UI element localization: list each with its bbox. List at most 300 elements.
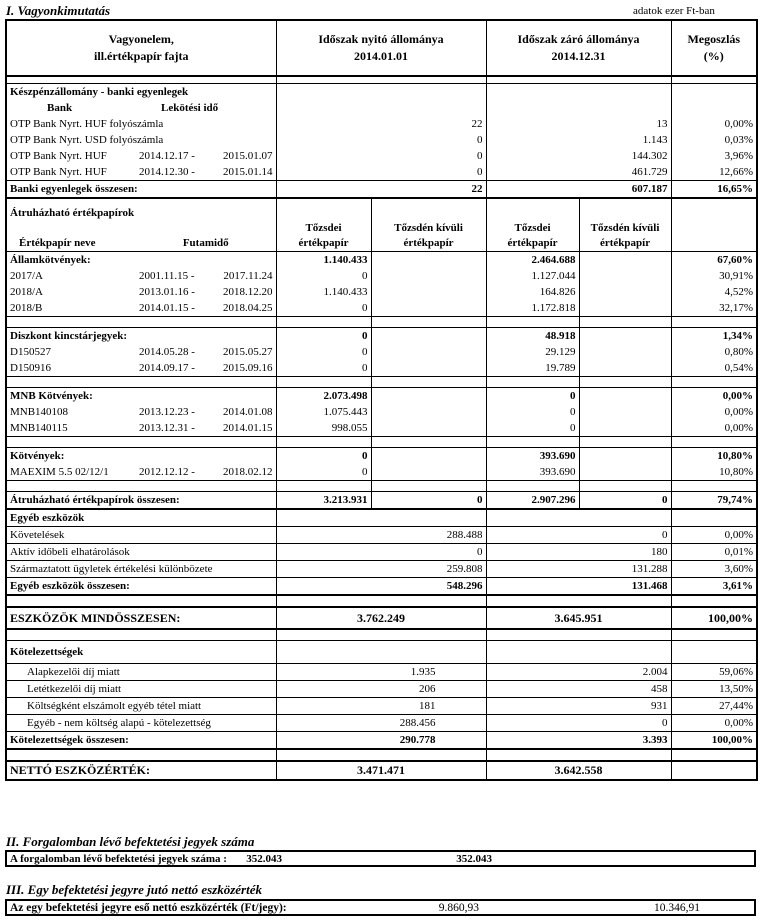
closing-unlisted [579,252,671,269]
closing-listed: 0 [486,420,579,437]
share-value: 100,00% [671,607,757,629]
term-to: 2015.09.16 [223,362,273,374]
header-col-opening: Időszak nyitó állománya 2014.01.01 [276,20,486,76]
term-from: 2013.12.23 - [139,406,195,418]
share-value: 0,00% [671,527,757,544]
spacer-cell [276,437,371,448]
security-name: MNB140115 [10,422,68,434]
share-value: 10,80% [671,448,757,465]
table-cell [276,84,486,101]
section3-title: III. Egy befektetési jegyre jutó nettó eszközérték [6,882,262,897]
group-row [6,252,757,269]
spacer-row [6,437,757,448]
spacer-cell [6,377,136,388]
closing-unlisted [579,448,671,465]
term-cell [136,284,276,300]
asset-table-body [6,20,757,780]
spacer-cell [6,76,276,84]
closing-listed: 164.826 [486,284,579,300]
closing-value: 13 [486,116,671,132]
section2-title: II. Forgalomban lévő befektetési jegyek száma [6,834,255,849]
col-maturity: Futamidő [182,237,229,249]
spacer-cell [579,317,671,328]
opening-listed: 1.140.433 [276,252,371,269]
row-label: OTP Bank Nyrt. USD folyószámla [10,134,164,146]
closing-listed: 1.127.044 [486,268,579,284]
opening-value: 0 [276,148,486,164]
share-value: 0,00% [671,420,757,437]
bank-row [6,116,757,132]
row-label: Követelések [6,527,276,544]
group-title: MNB Kötvények: [6,388,276,405]
term-cell [136,300,276,317]
spacer-cell [276,481,371,492]
opening-value: 181 [276,698,486,715]
share-value: 0,03% [671,132,757,148]
liabilities-total-row [6,732,757,750]
assets-total-row [6,607,757,629]
other-section-title: Egyéb eszközök [6,509,276,527]
opening-listed: 0 [276,268,371,284]
share-value: 0,00% [671,404,757,420]
opening-unlisted [371,284,486,300]
opening-value: 290.778 [276,732,486,750]
row-label: Aktív időbeli elhatárolások [6,544,276,561]
opening-value: 22 [276,181,486,199]
closing-value: 458 [486,681,671,698]
closing-listed: 2.464.688 [486,252,579,269]
bank-row [6,164,757,181]
table-cell [486,100,671,116]
section2-box [5,850,756,867]
spacer-row [6,595,757,607]
share-value [671,761,757,780]
opening-value: 3.762.249 [276,607,486,629]
col-security-name: Értékpapír neve [19,237,96,249]
opening-value: 0 [276,544,486,561]
group-title: Államkötvények: [6,252,276,269]
row-label: Költségként elszámolt egyéb tétel miatt [6,698,276,715]
term-from: 2001.11.15 - [139,270,195,282]
spacer-cell [486,317,579,328]
securities-total-label: Átruházható értékpapírok összesen: [6,492,276,510]
row-label: Egyéb - nem költség alapú - kötelezettség [6,715,276,732]
closing-unlisted [579,464,671,481]
other-row [6,527,757,544]
spacer-cell [6,595,276,607]
spacer-cell [276,76,486,84]
spacer-cell [579,437,671,448]
spacer-cell [671,749,757,761]
spacer-cell [276,595,486,607]
col-bank-label: Bank [47,102,73,114]
securities-total-row [6,492,757,510]
securities-section-title: Átruházható értékpapírok [10,207,135,219]
header-col-share: Megoszlás (%) [671,20,757,76]
closing-value: 2.004 [486,664,671,681]
share-value: 0,80% [671,344,757,360]
closing-listed: 393.690 [486,464,579,481]
spacer-cell [486,76,671,84]
share-value: 3,96% [671,148,757,164]
row-label: Banki egyenlegek összesen: [6,181,276,199]
closing-value: 0 [486,527,671,544]
table-cell [276,205,371,221]
opening-value: 0 [276,132,486,148]
term-cell [136,464,276,481]
spacer-row [6,481,757,492]
spacer-cell [371,481,486,492]
closing-listed: 393.690 [486,448,579,465]
share-value: 4,52% [671,284,757,300]
closing-value: 144.302 [486,148,671,164]
share-value: 13,50% [671,681,757,698]
opening-unlisted [371,388,486,405]
opening-unlisted [371,404,486,420]
opening-listed: 0 [276,328,371,345]
opening-value: 1.935 [276,664,486,681]
table-cell [671,205,757,221]
security-name: 2018/B [10,302,43,314]
row-label: Kötelezettségek összesen: [6,732,276,750]
security-name: D150916 [10,362,51,374]
group-row [6,328,757,345]
closing-value: 931 [486,698,671,715]
term-from: 2013.12.31 - [139,422,195,434]
term-to: 2014.01.08 [223,406,273,418]
spacer-row [6,377,757,388]
spacer-cell [276,377,371,388]
asset-table [5,19,758,781]
table-cell [276,509,486,527]
closing-unlisted: 0 [579,492,671,510]
bank-row [6,148,757,164]
spacer-cell [6,629,276,641]
section1-title: I. Vagyonkimutatás [6,3,111,18]
term-to: 2018.12.20 [223,286,273,298]
opening-unlisted [371,344,486,360]
closing-unlisted [579,344,671,360]
closing-listed: 1.172.818 [486,300,579,317]
spacer-cell [486,629,671,641]
opening-unlisted [371,268,486,284]
opening-listed: 0 [276,448,371,465]
share-value: 100,00% [671,732,757,750]
closing-unlisted [579,328,671,345]
term-to: 2018.04.25 [223,302,273,314]
security-row [6,284,757,300]
security-name: 2018/A [10,286,43,298]
spacer-cell [6,749,276,761]
group-row [6,388,757,405]
spacer-cell [486,377,579,388]
bank-row [6,132,757,148]
securities-subheader-row [6,221,757,252]
opening-value: 22 [276,116,486,132]
share-value: 67,60% [671,252,757,269]
spacer-cell [6,198,136,205]
opening-unlisted [371,448,486,465]
opening-unlisted [371,420,486,437]
term-cell [136,148,276,164]
table-cell [486,641,671,664]
term-cell [136,164,276,181]
share-value: 3,61% [671,578,757,596]
table-cell [671,221,757,252]
col-listed-close: Tőzsdei értékpapír [486,221,579,252]
liability-row [6,698,757,715]
opening-value: 0 [276,164,486,181]
spacer-cell [486,481,579,492]
section2-close: 352.043 [456,853,492,865]
other-total-row [6,578,757,596]
share-value: 79,74% [671,492,757,510]
security-row [6,404,757,420]
opening-value: 288.488 [276,527,486,544]
security-name: 2017/A [10,270,43,282]
liability-row [6,681,757,698]
spacer-row [6,749,757,761]
term-from: 2014.09.17 - [139,362,195,374]
bank-section-title: Készpénzállomány - banki egyenlegek [6,84,276,101]
term-cell [136,360,276,377]
section2-open: 352.043 [246,853,282,865]
table-cell [671,100,757,116]
closing-listed: 0 [486,388,579,405]
section3-label: Az egy befektetési jegyre eső nettó eszközérték (Ft/jegy): [10,902,287,914]
col-listed-open: Tőzsdei értékpapír [276,221,371,252]
spacer-cell [671,481,757,492]
bank-name: OTP Bank Nyrt. HUF [10,166,107,178]
spacer-row [6,629,757,641]
section3-open: 9.860,93 [438,902,479,914]
opening-value: 259.808 [276,561,486,578]
table-cell [276,641,486,664]
closing-value: 461.729 [486,164,671,181]
spacer-cell [276,317,371,328]
term-to: 2017.11.24 [223,270,273,282]
spacer-cell [486,437,579,448]
section-title-row [6,205,757,221]
share-value: 32,17% [671,300,757,317]
spacer-cell [371,437,486,448]
spacer-cell [671,437,757,448]
unit-note: adatok ezer Ft-ban [633,5,715,17]
share-value: 1,34% [671,328,757,345]
term-cell [136,404,276,420]
table-cell [671,84,757,101]
other-row [6,544,757,561]
closing-unlisted [579,420,671,437]
closing-value: 3.645.951 [486,607,671,629]
spacer-cell [671,595,757,607]
table-cell [371,205,486,221]
row-label: Egyéb eszközök összesen: [6,578,276,596]
closing-listed: 0 [486,404,579,420]
table-header-row [6,20,757,76]
opening-value: 3.471.471 [276,761,486,780]
group-title: Kötvények: [6,448,276,465]
closing-unlisted [579,388,671,405]
spacer-cell [136,481,276,492]
share-value: 0,54% [671,360,757,377]
group-row [6,448,757,465]
spacer-cell [276,749,486,761]
spacer-row [6,317,757,328]
security-row [6,360,757,377]
share-value: 27,44% [671,698,757,715]
term-from: 2014.01.15 - [139,302,195,314]
share-value: 30,91% [671,268,757,284]
term-cell [136,344,276,360]
header-col-closing: Időszak záró állománya 2014.12.31 [486,20,671,76]
share-value: 0,00% [671,388,757,405]
closing-value: 3.393 [486,732,671,750]
table-cell [276,100,486,116]
net-asset-row [6,761,757,780]
spacer-cell [371,317,486,328]
security-row [6,268,757,284]
share-value: 16,65% [671,181,757,199]
opening-listed: 0 [276,300,371,317]
section3-close: 10.346,91 [654,902,700,914]
share-value: 59,06% [671,664,757,681]
term-to: 2018.02.12 [223,466,273,478]
opening-unlisted [371,252,486,269]
table-cell [486,84,671,101]
security-name: MAEXIM 5.5 02/12/1 [10,466,109,478]
term-from: 2014.12.17 - [139,150,195,162]
spacer-cell [276,629,486,641]
closing-value: 0 [486,715,671,732]
col-term-label: Lekötési idő [161,102,219,114]
closing-value: 3.642.558 [486,761,671,780]
security-row [6,420,757,437]
spacer-cell [276,198,371,205]
table-cell [486,205,579,221]
closing-listed: 29.129 [486,344,579,360]
share-value: 0,01% [671,544,757,561]
term-to: 2015.01.07 [223,150,273,162]
spacer-cell [136,198,276,205]
term-from: 2014.05.28 - [139,346,195,358]
term-to: 2015.05.27 [223,346,273,358]
closing-unlisted [579,284,671,300]
spacer-cell [136,317,276,328]
closing-listed: 2.907.296 [486,492,579,510]
closing-value: 131.288 [486,561,671,578]
group-title: Diszkont kincstárjegyek: [6,328,276,345]
spacer-row [6,76,757,84]
term-from: 2012.12.12 - [139,466,195,478]
other-row [6,561,757,578]
closing-value: 1.143 [486,132,671,148]
assets-total-label: ESZKÖZÖK MINDÖSSZESEN: [6,607,276,629]
opening-listed: 3.213.931 [276,492,371,510]
opening-unlisted [371,300,486,317]
spacer-cell [671,629,757,641]
opening-unlisted [371,328,486,345]
section2-label: A forgalomban lévő befektetési jegyek száma : [10,853,227,865]
opening-listed: 998.055 [276,420,371,437]
header-col-asset: Vagyonelem, ill.értékpapír fajta [94,32,189,63]
bank-total-row [6,181,757,199]
opening-listed: 0 [276,360,371,377]
opening-listed: 2.073.498 [276,388,371,405]
liability-row [6,664,757,681]
security-row [6,344,757,360]
spacer-cell [671,377,757,388]
row-label: Alapkezelői díj miatt [6,664,276,681]
spacer-cell [6,481,136,492]
section-title-row [6,84,757,101]
term-to: 2015.01.14 [223,166,273,178]
spacer-cell [579,198,671,205]
share-value: 0,00% [671,715,757,732]
security-row [6,464,757,481]
spacer-cell [371,377,486,388]
closing-value: 607.187 [486,181,671,199]
share-value: 0,00% [671,116,757,132]
opening-listed: 1.075.443 [276,404,371,420]
term-from: 2013.01.16 - [139,286,195,298]
opening-unlisted [371,360,486,377]
opening-listed: 0 [276,464,371,481]
table-cell [671,641,757,664]
closing-unlisted [579,268,671,284]
table-cell [579,205,671,221]
liability-row [6,715,757,732]
opening-listed: 1.140.433 [276,284,371,300]
section3-box [5,899,756,916]
spacer-cell [486,749,671,761]
spacer-cell [486,595,671,607]
row-label: Származtatott ügyletek értékelési különbözete [6,561,276,578]
spacer-cell [371,198,486,205]
bank-subheader-row [6,100,757,116]
closing-unlisted [579,360,671,377]
closing-unlisted [579,300,671,317]
term-cell [136,268,276,284]
bank-name: OTP Bank Nyrt. HUF [10,150,107,162]
share-value: 3,60% [671,561,757,578]
opening-listed: 0 [276,344,371,360]
spacer-cell [136,377,276,388]
col-unlisted-close: Tőzsdén kívüli értékpapír [579,221,671,252]
spacer-cell [579,481,671,492]
section-title-row [6,509,757,527]
spacer-cell [136,437,276,448]
opening-value: 288.456 [276,715,486,732]
opening-unlisted [371,464,486,481]
spacer-row [6,198,757,205]
share-value: 10,80% [671,464,757,481]
security-row [6,300,757,317]
closing-listed: 19.789 [486,360,579,377]
term-from: 2014.12.30 - [139,166,195,178]
closing-listed: 48.918 [486,328,579,345]
section-title-row [6,641,757,664]
row-label: Letétkezelői díj miatt [6,681,276,698]
term-to: 2014.01.15 [223,422,273,434]
closing-value: 131.468 [486,578,671,596]
spacer-cell [6,317,136,328]
share-value: 12,66% [671,164,757,181]
opening-unlisted: 0 [371,492,486,510]
term-cell [136,420,276,437]
spacer-cell [6,437,136,448]
col-unlisted-open: Tőzsdén kívüli értékpapír [371,221,486,252]
